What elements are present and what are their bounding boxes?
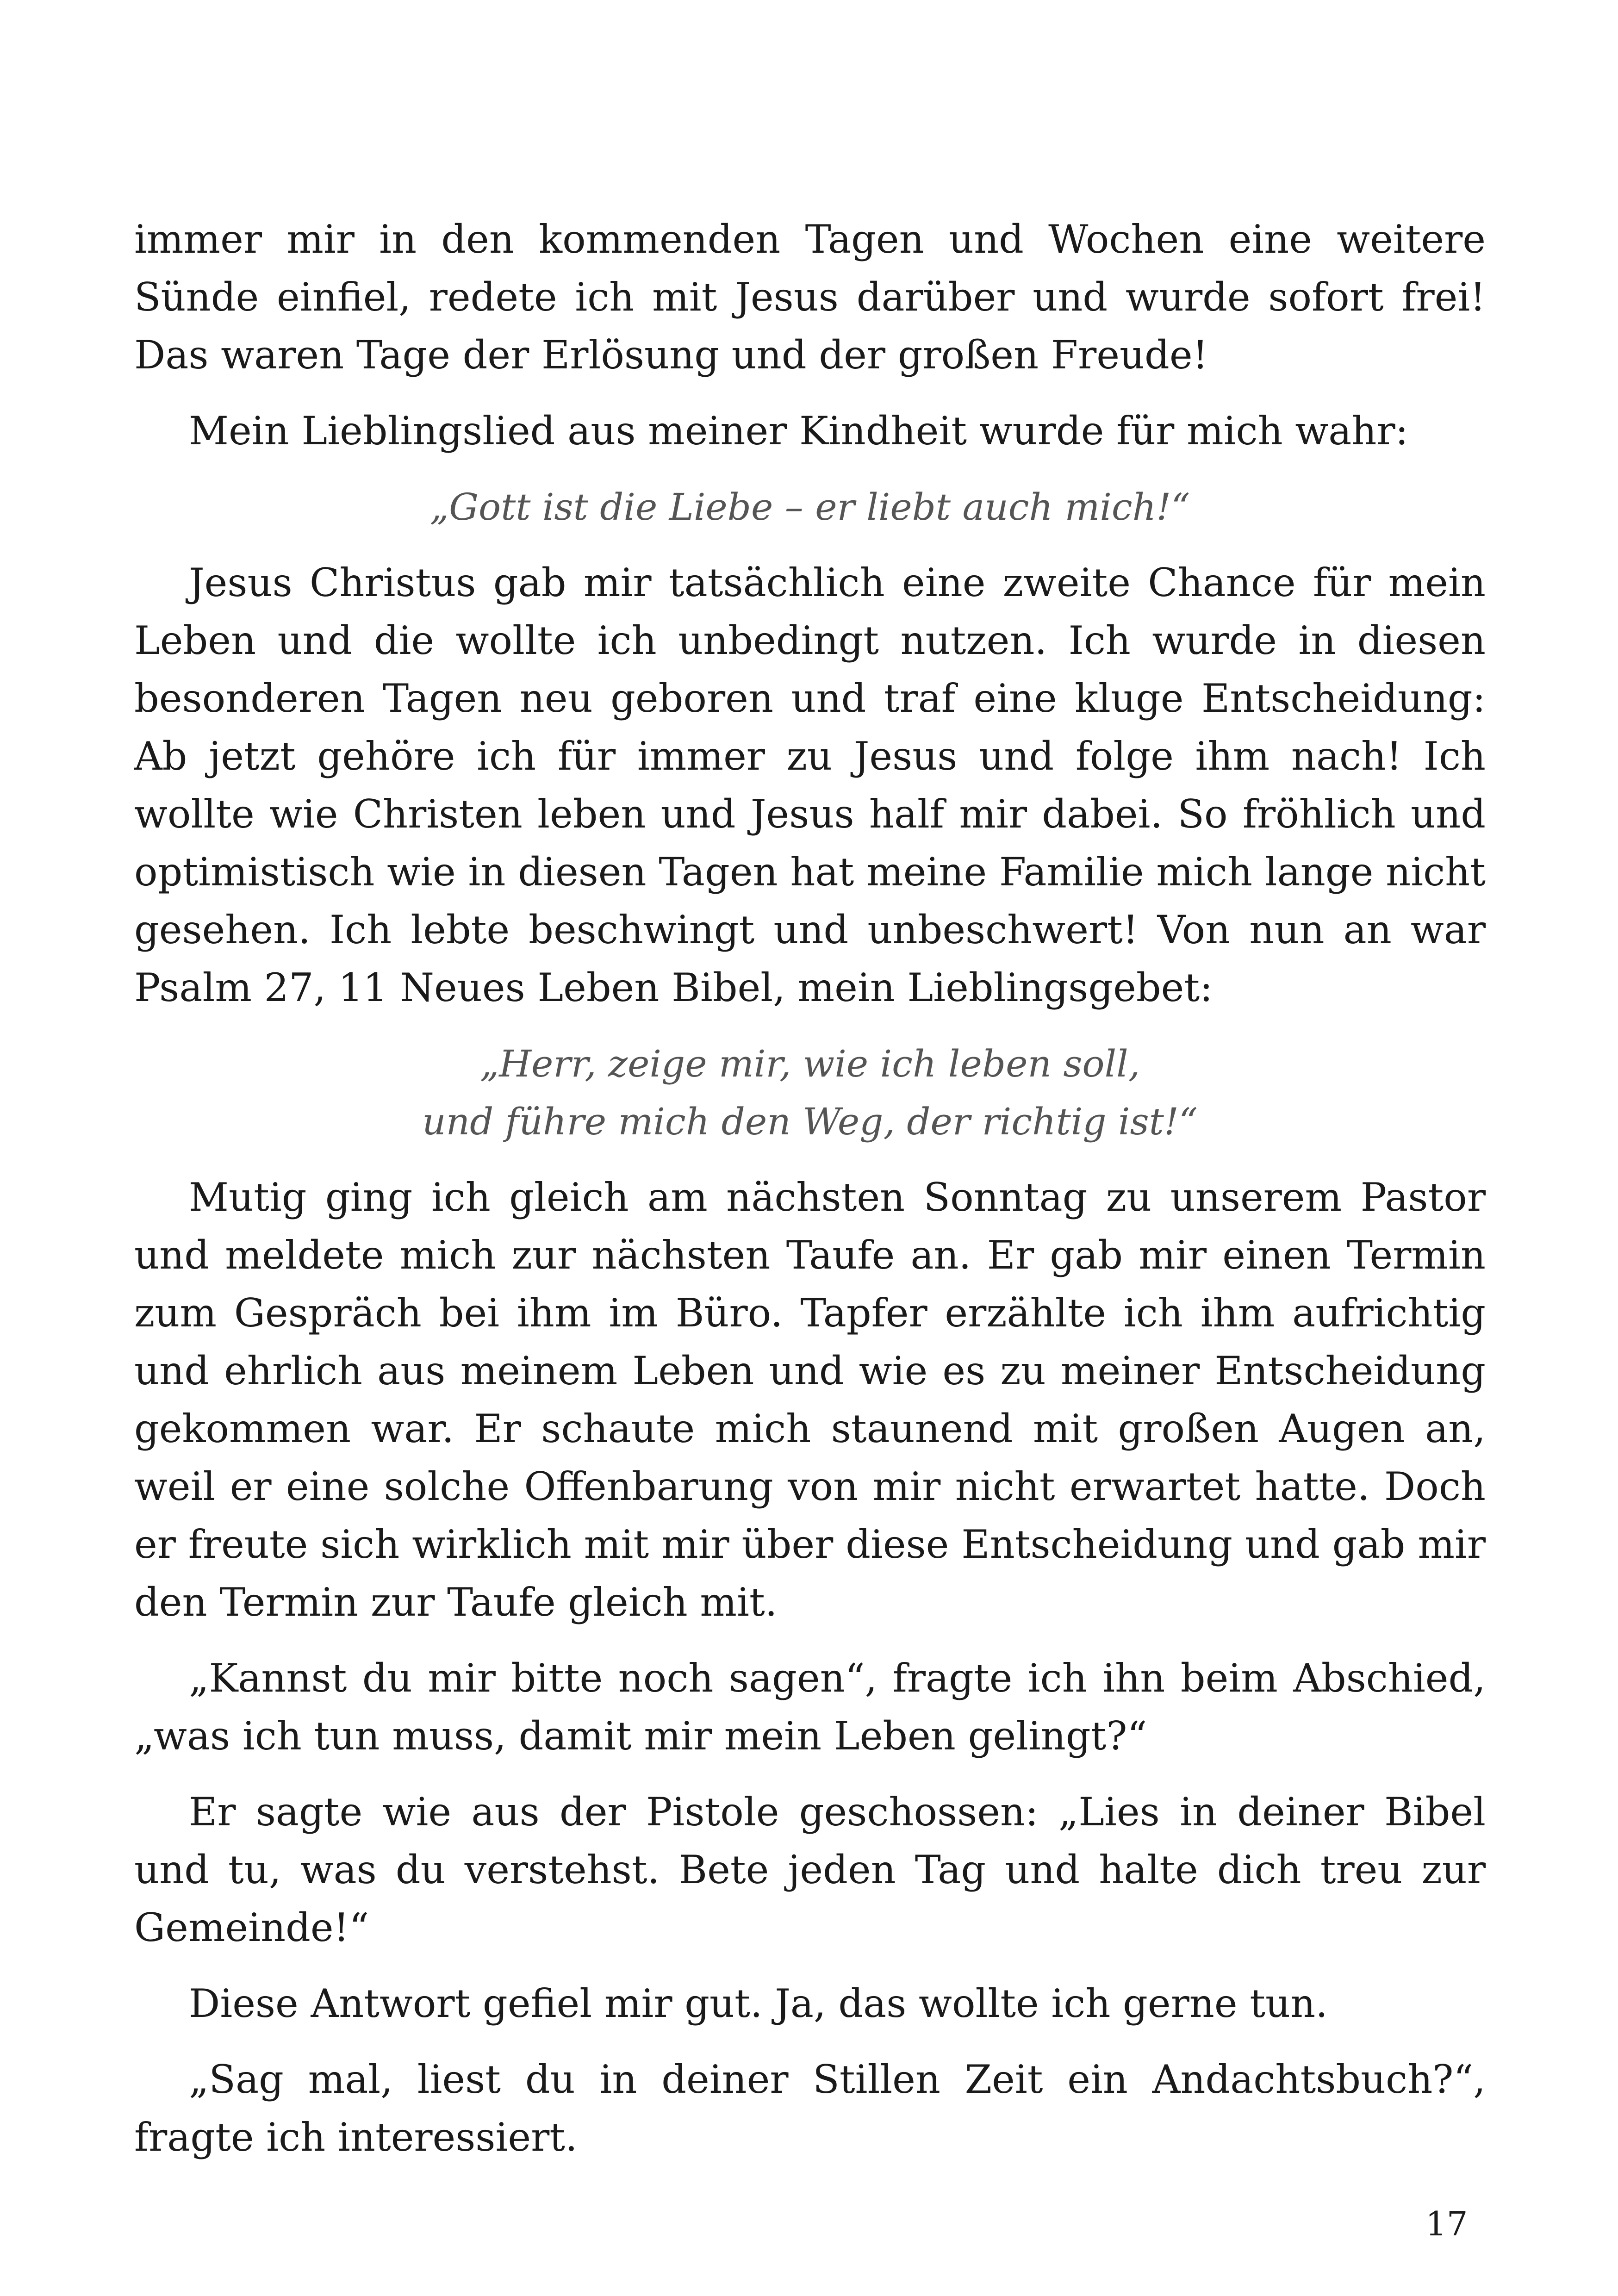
paragraph-devotional-question: „Sag mal, liest du in deiner Stillen Zeit ein Andachtsbuch?“, fragte ich interessiert. <box>134 2057 1486 2160</box>
paragraph-answer: Er sagte wie aus der Pistole geschossen: „Lies in deiner Bibel und tu, was du verstehst. Bete jeden Tag und halte dich treu zur Gemeinde!“ <box>134 1789 1486 1950</box>
song-quote-line: „Gott ist die Liebe – er liebt auch mich!“ <box>429 485 1190 529</box>
paragraph-agreement: Diese Antwort gefiel mir gut. Ja, das wollte ich gerne tun. <box>189 1981 1328 2026</box>
paragraph-second-chance: Jesus Christus gab mir tatsächlich eine zweite Chance für mein Leben und die wollte ich unbedingt nutzen. Ich wurde in diesen besonderen Tagen neu geboren und traf eine kluge Entscheidung: Ab jetzt gehöre ich für immer zu Jesus und folge ihm nach! Ich wollte wie Christen leben und Jesus half mir dabei. So fröhlich und optimistisch wie in diesen Tagen hat meine Familie mich lange nicht gesehen. Ich lebte beschwingt und unbeschwert! Von nun an war Psalm 27, 11 Neues Leben Bibel, mein Lieblingsgebet: <box>134 560 1486 1010</box>
book-page <box>134 211 1486 2160</box>
psalm-quote <box>134 1035 1486 1151</box>
paragraph-baptism: Mutig ging ich gleich am nächsten Sonntag zu unserem Pastor und meldete mich zur nächsten Taufe an. Er gab mir einen Termin zum Gespräch bei ihm im Büro. Tapfer erzählte ich ihm aufrichtig und ehrlich aus meinem Leben und wie es zu meiner Entscheidung gekommen war. Er schaute mich staunend mit großen Augen an, weil er eine solche Offenbarung von mir nicht erwartet hatte. Doch er freute sich wirklich mit mir über diese Entscheidung und gab mir den Termin zur Taufe gleich mit. <box>134 1175 1486 1625</box>
psalm-quote-line-1: „Herr, zeige mir, wie ich leben soll, <box>479 1042 1140 1085</box>
paragraph-question: „Kannst du mir bitte noch sagen“, fragte ich ihn beim Abschied, „was ich tun muss, damit mir mein Leben gelingt?“ <box>134 1655 1486 1759</box>
song-quote <box>134 478 1486 536</box>
psalm-quote-line-2: und führe mich den Weg, der richtig ist!“ <box>422 1100 1198 1143</box>
paragraph-favorite-song-intro: Mein Lieblingslied aus meiner Kindheit wurde für mich wahr: <box>189 408 1408 454</box>
page-number: 17 <box>1425 2204 1468 2243</box>
paragraph-continuation: immer mir in den kommenden Tagen und Wochen eine weitere Sünde einfiel, redete ich mit Jesus darüber und wurde sofort frei! Das waren Tage der Erlösung und der großen Freude! <box>134 217 1486 378</box>
